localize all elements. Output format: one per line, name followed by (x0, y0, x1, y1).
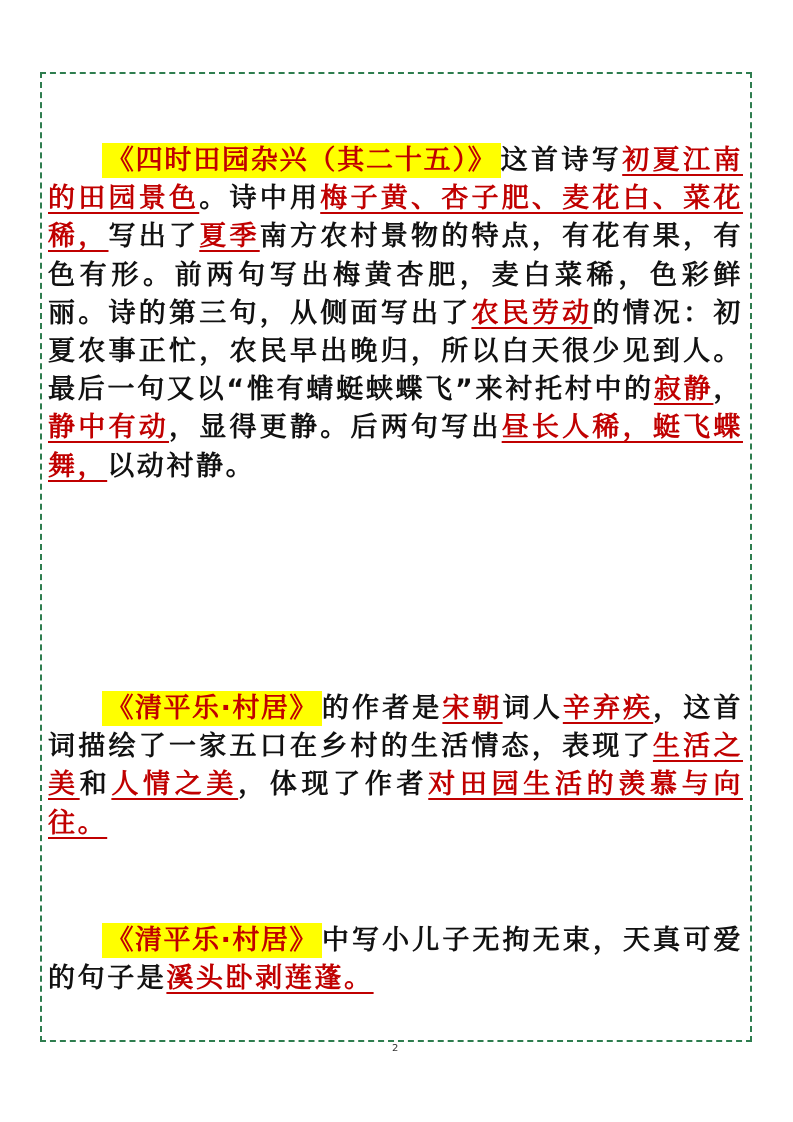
page-number: 2 (392, 1043, 399, 1054)
paragraph-qingpingle-author (48, 690, 743, 843)
text: 词人 (502, 693, 563, 724)
key-phrase: 静中有动 (48, 412, 169, 444)
text: 中写小儿子无拘无束，天真可爱的句子是 (48, 925, 743, 995)
paragraph-seasonal-poem (48, 142, 743, 486)
text: 以动衬静。 (107, 450, 256, 482)
text: ，体现了作者 (238, 769, 429, 801)
text: ，这首词描绘了一家五口在乡村的生活情态，表现了 (48, 693, 743, 763)
text: 和 (79, 769, 112, 801)
key-phrase: 宋朝 (442, 693, 503, 724)
key-phrase: 昼长人稀，蜓飞蝶舞， (48, 412, 743, 482)
text: 南方农村景物的特点，有花有果，有色有形。前两句写出梅黄杏肥，麦白菜稀，色彩鲜丽。诗的第三句，从侧面写出了 (48, 221, 743, 329)
key-phrase: 辛弃疾 (562, 693, 654, 724)
key-phrase: 初夏江南的田园景色 (48, 145, 743, 215)
text: 的作者是 (321, 693, 443, 724)
key-phrase: 对田园生活的羡慕与向往。 (48, 769, 743, 839)
key-phrase: 梅子黄、杏子肥、麦花白、菜花稀， (48, 183, 744, 253)
key-phrase: 人情之美 (111, 769, 239, 801)
text: 的情况：初夏农事正忙，农民早出晚归，所以白天很少见到人。最后一句又以“惟有蜻蜓蛱蝶飞”来衬托村中的 (48, 297, 744, 406)
poem-title-highlight: 《四时田园杂兴（其二十五）》 (102, 143, 501, 178)
key-phrase: 农民劳动 (471, 297, 593, 329)
poem-title-highlight: 《清平乐·村居》 (102, 923, 322, 958)
poem-title-highlight: 《清平乐·村居》 (102, 691, 322, 726)
text: 这首诗写 (500, 145, 623, 176)
key-phrase: 生活之美 (48, 731, 743, 801)
paragraph-qingpingle-quote (48, 922, 743, 998)
text: 。诗中用 (199, 183, 321, 215)
key-phrase: 夏季 (199, 221, 260, 253)
text: 写出了 (108, 221, 200, 253)
key-phrase: 寂静 (653, 374, 714, 406)
text: ，显得更静。后两句写出 (168, 412, 502, 444)
key-phrase: 溪头卧剥莲蓬。 (166, 963, 374, 995)
text: ， (713, 374, 744, 406)
